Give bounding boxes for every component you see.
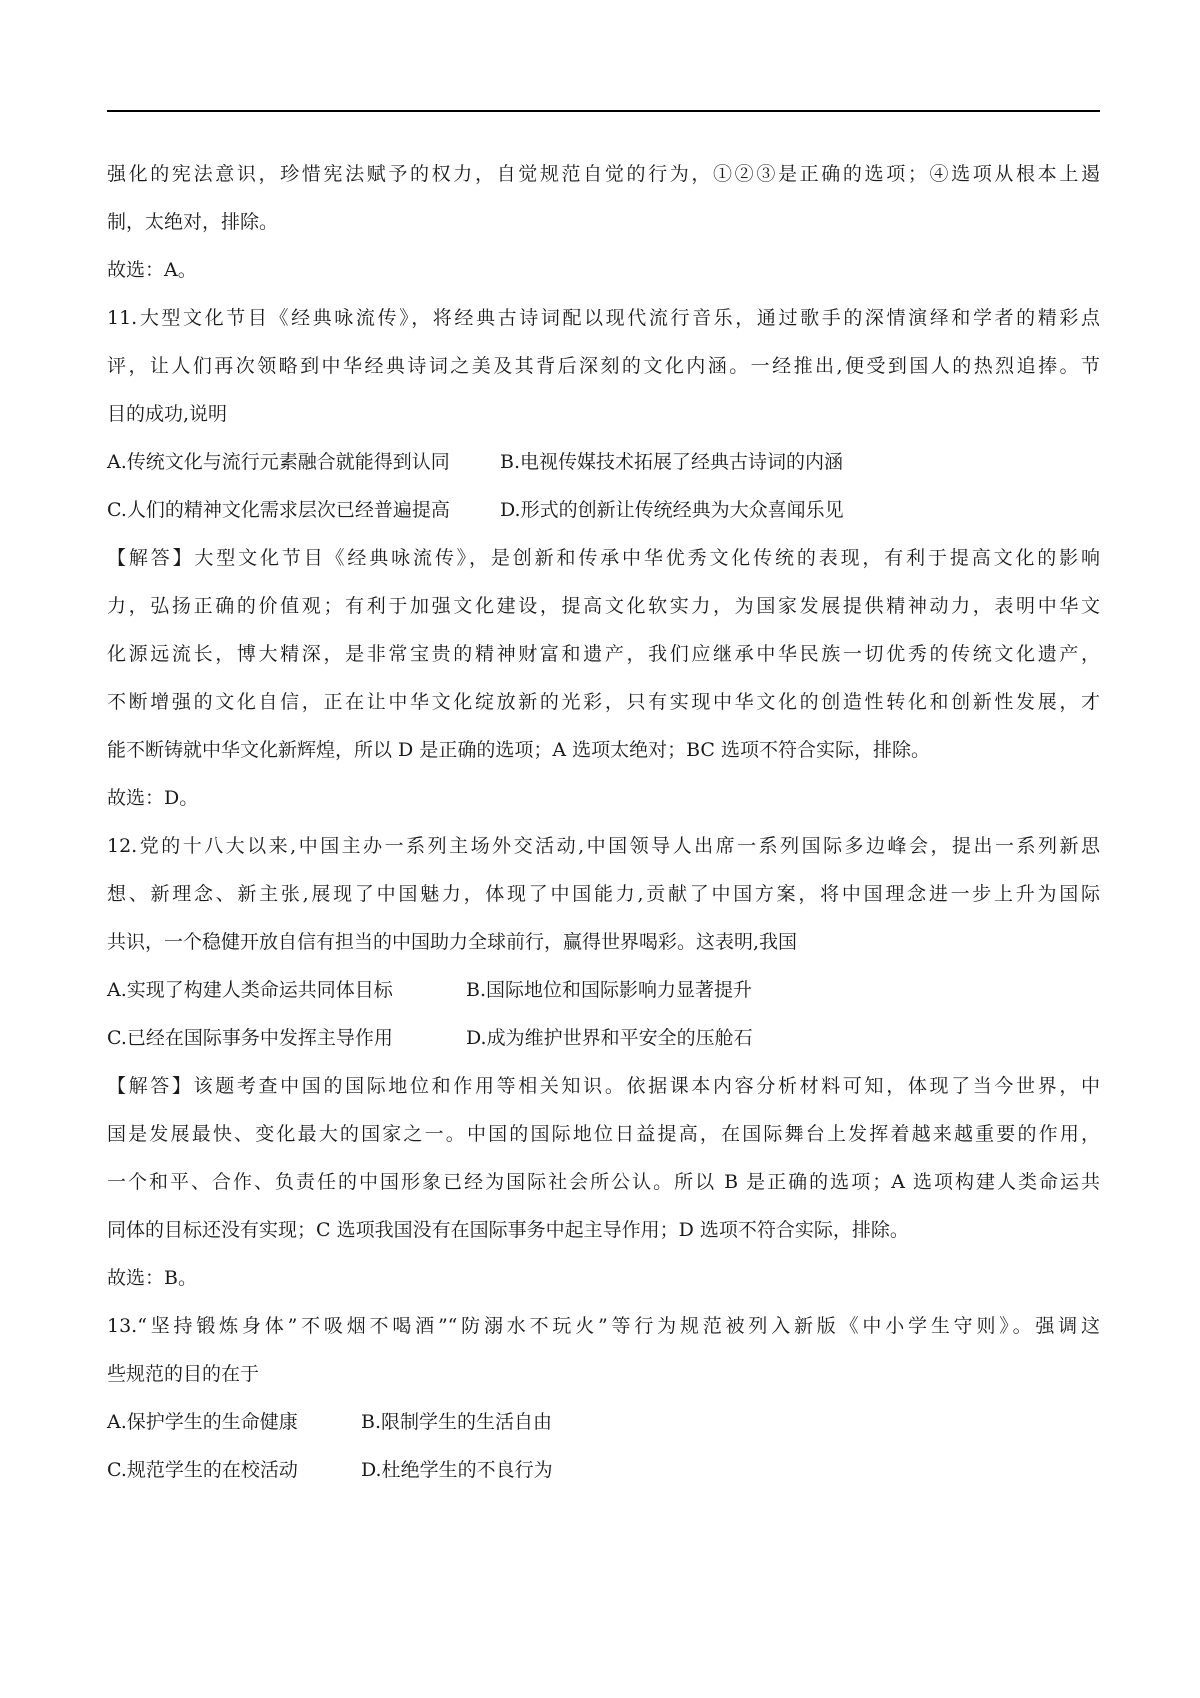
q11-explanation-line-2: 力，弘扬正确的价值观；有利于加强文化建设，提高文化软实力，为国家发展提供精神动力，表明中华文 [107, 595, 1100, 617]
q12-explanation-line-1: 【解答】该题考查中国的国际地位和作用等相关知识。依据课本内容分析材料可知，体现了当今世界，中 [107, 1075, 1100, 1097]
q12-explanation-line-2: 国是发展最快、变化最大的国家之一。中国的国际地位日益提高，在国际舞台上发挥着越来越重要的作用， [107, 1123, 1100, 1145]
q12-explanation-line-3: 一个和平、合作、负责任的中国形象已经为国际社会所公认。所以 B 是正确的选项；A 选项构建人类命运共 [107, 1171, 1100, 1193]
q12-options-row-1 [107, 966, 1100, 1014]
q12-option-d: D.成为维护世界和平安全的压舱石 [466, 1027, 753, 1049]
q12-stem-line-3: 共识，一个稳健开放自信有担当的中国助力全球前行，赢得世界喝彩。这表明,我国 [107, 931, 798, 953]
q11-options-row-1 [107, 438, 1100, 486]
q13-options-row-1 [107, 1398, 1100, 1446]
document-body [107, 150, 1100, 1494]
q13-stem-line-1: 13.“坚持锻炼身体”不吸烟不喝酒”“防溺水不玩火”等行为规范被列入新版《中小学生守则》。强调这 [107, 1315, 1100, 1337]
q12-option-b: B.国际地位和国际影响力显著提升 [466, 979, 753, 1001]
q11-answer: 故选：D。 [107, 787, 199, 809]
q12-option-c: C.已经在国际事务中发挥主导作用 [107, 1027, 393, 1049]
q10-explanation-line-2: 制，太绝对，排除。 [107, 211, 279, 233]
q12-explanation-line-4: 同体的目标还没有实现；C 选项我国没有在国际事务中起主导作用；D 选项不符合实际，排除。 [107, 1219, 909, 1241]
q11-stem-line-3: 目的成功,说明 [107, 403, 228, 425]
q12-stem-line-1: 12.党的十八大以来,中国主办一系列主场外交活动,中国领导人出席一系列国际多边峰会，提出一系列新思 [107, 835, 1100, 857]
q11-option-a: A.传统文化与流行元素融合就能得到认同 [107, 451, 450, 473]
q10-explanation-line-1: 强化的宪法意识，珍惜宪法赋予的权力，自觉规范自觉的行为，①②③是正确的选项；④选项从根本上遏 [107, 163, 1100, 185]
q13-option-c: C.规范学生的在校活动 [107, 1459, 298, 1481]
q11-explanation-line-1: 【解答】大型文化节目《经典咏流传》，是创新和传承中华优秀文化传统的表现，有利于提高文化的影响 [107, 547, 1100, 569]
q10-answer: 故选：A。 [107, 259, 197, 281]
q11-explanation-line-3: 化源远流长，博大精深，是非常宝贵的精神财富和遗产，我们应继承中华民族一切优秀的传统文化遗产， [107, 643, 1100, 665]
q12-options-row-2 [107, 1014, 1100, 1062]
header-rule [107, 110, 1100, 112]
q12-answer: 故选：B。 [107, 1267, 197, 1289]
q11-stem-line-2: 评，让人们再次领略到中华经典诗词之美及其背后深刻的文化内涵。一经推出,便受到国人的热烈追捧。节 [107, 355, 1100, 377]
q13-option-b: B.限制学生的生活自由 [361, 1411, 553, 1433]
q11-option-c: C.人们的精神文化需求层次已经普遍提高 [107, 499, 450, 521]
q12-option-a: A.实现了构建人类命运共同体目标 [107, 979, 393, 1001]
q13-option-a: A.保护学生的生命健康 [107, 1411, 298, 1433]
q11-explanation-line-5: 能不断铸就中华文化新辉煌，所以 D 是正确的选项；A 选项太绝对；BC 选项不符合实际，排除。 [107, 739, 930, 761]
q12-stem-line-2: 想、新理念、新主张,展现了中国魅力，体现了中国能力,贡献了中国方案，将中国理念进一步上升为国际 [107, 883, 1100, 905]
q13-options-row-2 [107, 1446, 1100, 1494]
q11-stem-line-1: 11.大型文化节目《经典咏流传》，将经典古诗词配以现代流行音乐，通过歌手的深情演绎和学者的精彩点 [107, 307, 1100, 329]
q11-options-row-2 [107, 486, 1100, 534]
q11-option-b: B.电视传媒技术拓展了经典古诗词的内涵 [500, 451, 844, 473]
q13-stem-line-2: 些规范的目的在于 [107, 1363, 260, 1385]
q11-option-d: D.形式的创新让传统经典为大众喜闻乐见 [500, 499, 844, 521]
q13-option-d: D.杜绝学生的不良行为 [361, 1459, 553, 1481]
q11-explanation-line-4: 不断增强的文化自信，正在让中华文化绽放新的光彩，只有实现中华文化的创造性转化和创新性发展，才 [107, 691, 1100, 713]
